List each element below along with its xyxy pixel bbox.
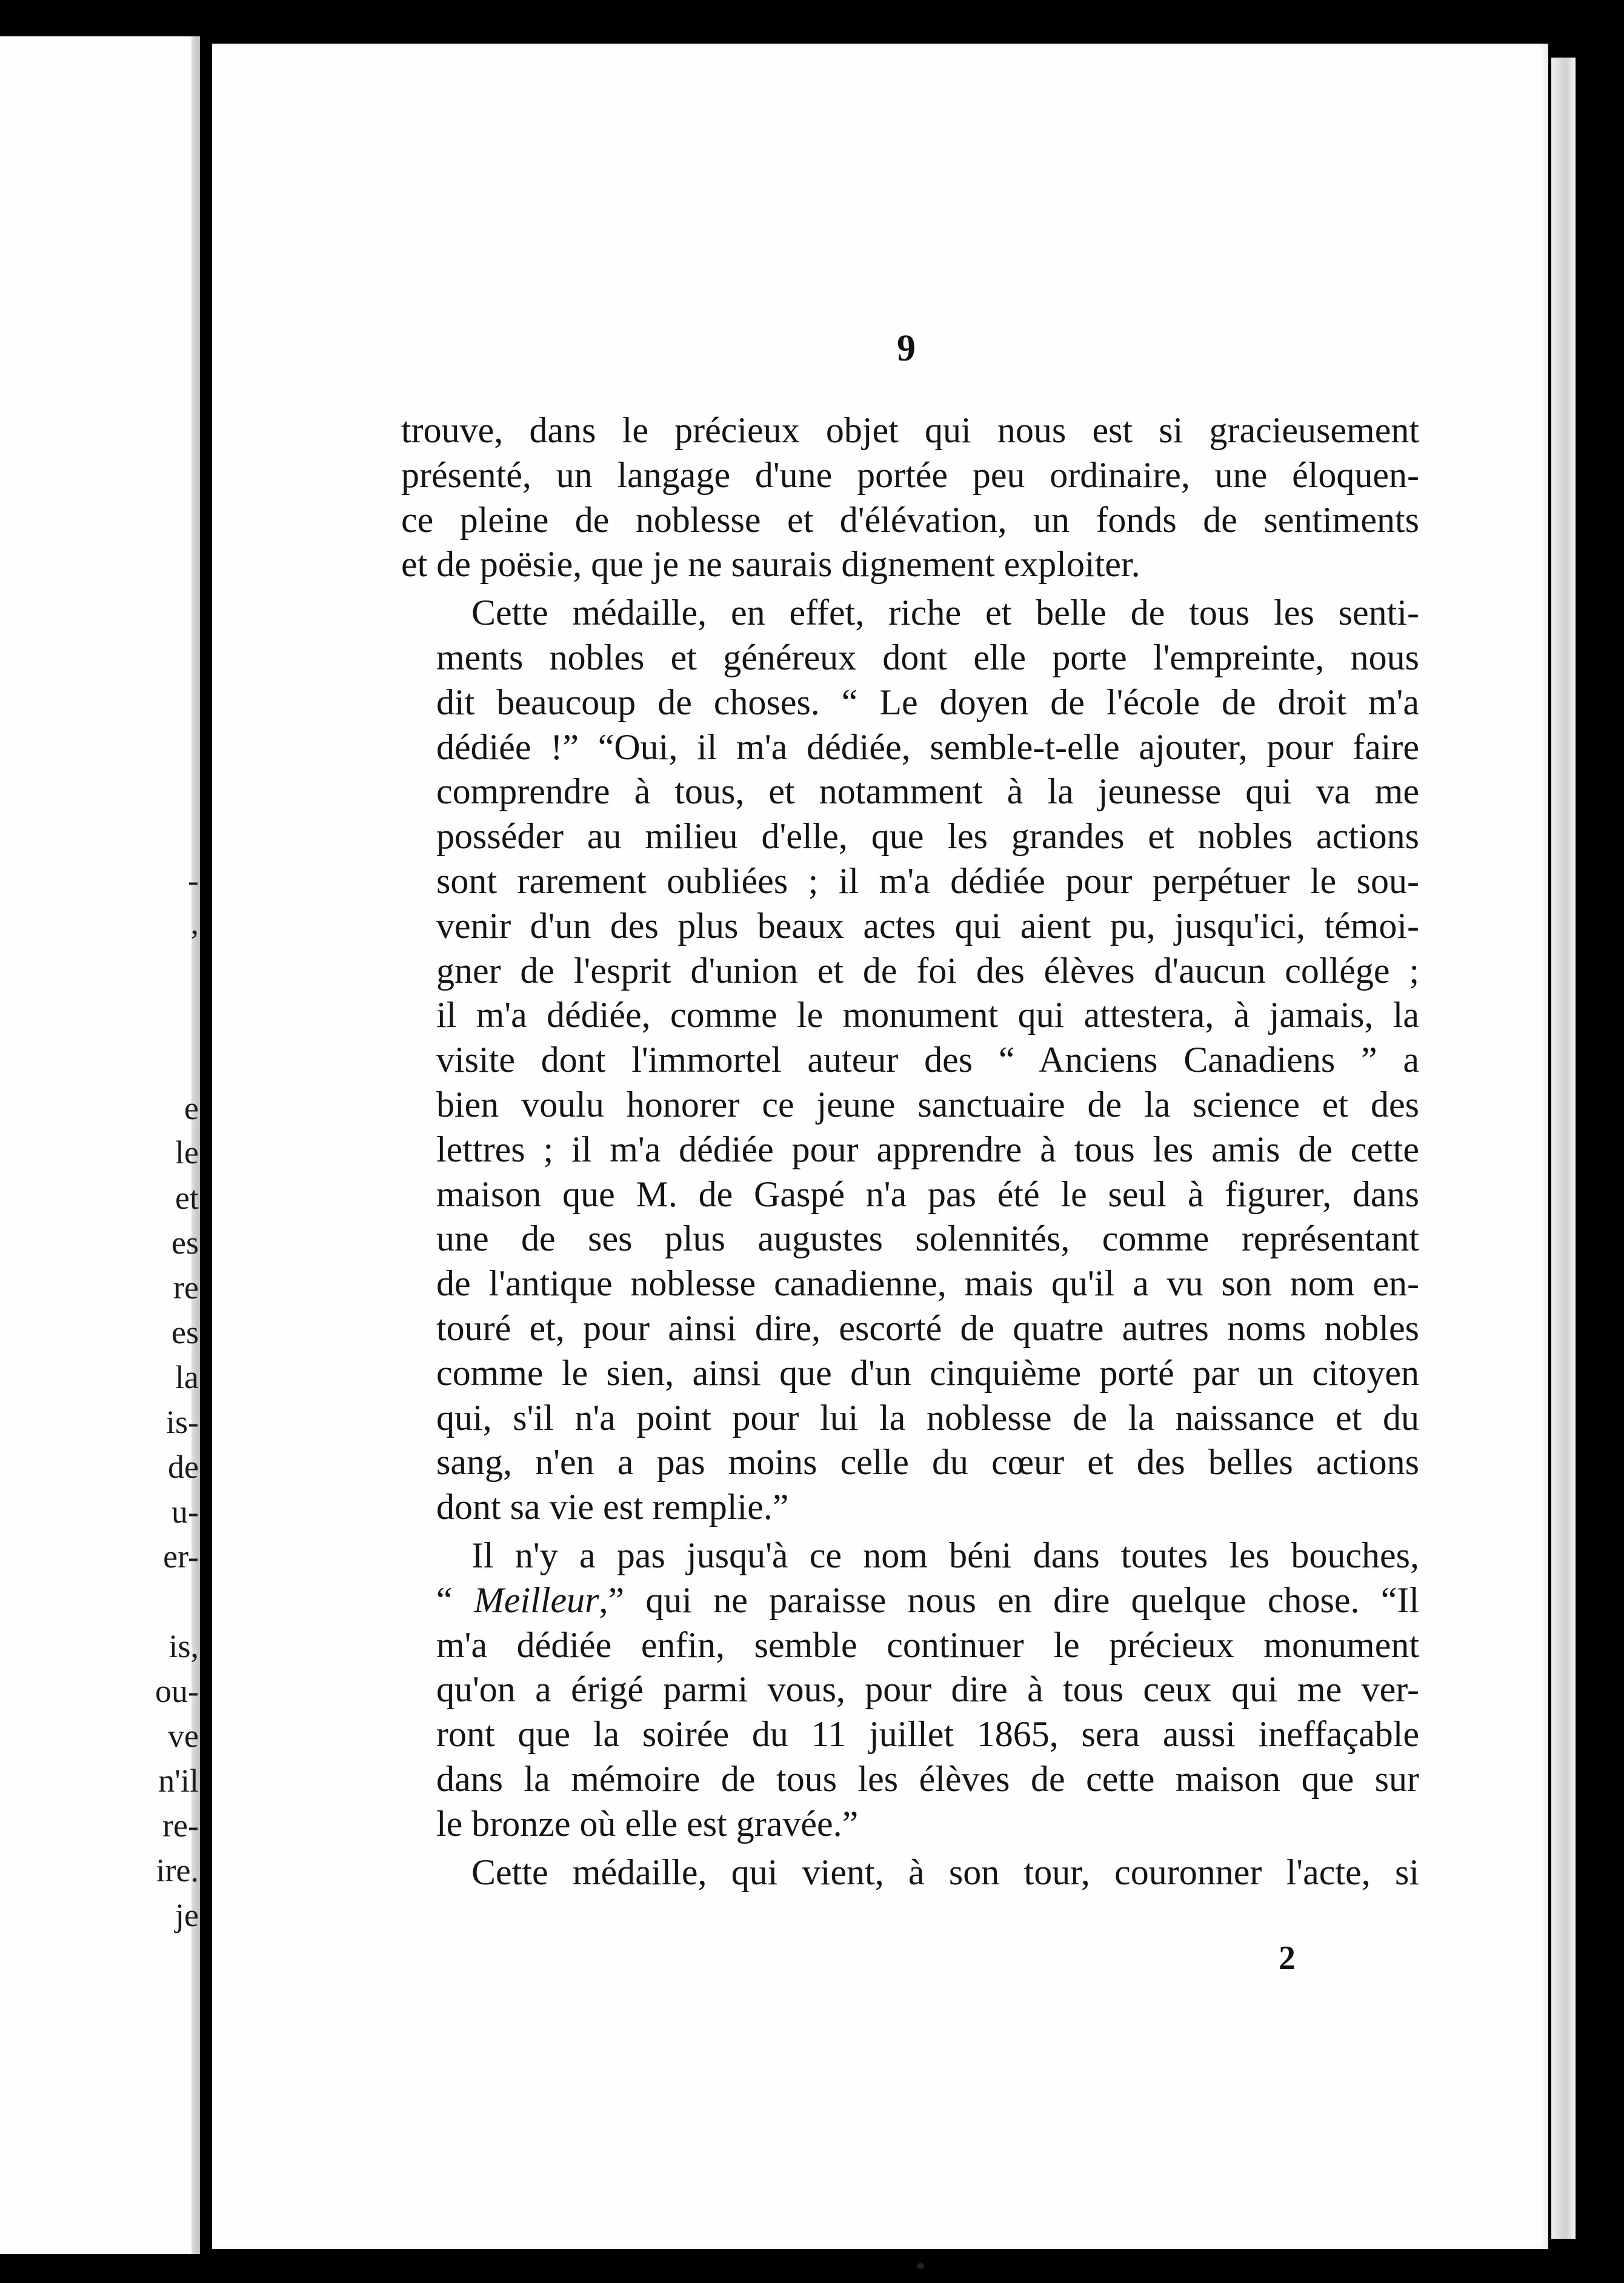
text-line: comprendre à tous, et notamment à la jeunesse qui va me: [436, 771, 1419, 812]
left-fragment: de: [168, 1449, 199, 1485]
text-line: dit beaucoup de choses. “ Le doyen de l'école de droit m'a: [436, 682, 1419, 722]
left-fragment: le: [175, 1134, 199, 1171]
left-fragment: re: [173, 1269, 199, 1306]
signature-mark: 2: [1279, 1939, 1296, 1977]
text-line: Il n'y a pas jusqu'à ce nom béni dans toutes les bouches,: [471, 1535, 1419, 1575]
text-line: sont rarement oubliées ; il m'a dédiée pour perpétuer le sou-: [436, 860, 1419, 901]
left-fragment: re-: [162, 1807, 199, 1844]
text-line: une de ses plus augustes solennités, comme représentant: [436, 1218, 1419, 1259]
text-line: et de poësie, que je ne saurais dignement exploiter.: [401, 544, 1140, 585]
text-line: qu'on a érigé parmi vous, pour dire à tous ceux qui me ver-: [436, 1669, 1419, 1710]
text-line: Cette médaille, en effet, riche et belle de tous les senti-: [471, 593, 1419, 633]
left-fragment: n'il: [158, 1763, 199, 1799]
paragraph: [401, 1850, 1419, 1895]
text-line: posséder au milieu d'elle, que les grandes et nobles actions: [436, 816, 1419, 857]
text-line: trouve, dans le précieux objet qui nous est si gracieusement: [401, 410, 1419, 450]
text-line: de l'antique noblesse canadienne, mais qu'il a vu son nom en-: [436, 1263, 1419, 1304]
text-line: touré et, pour ainsi dire, escorté de quatre autres noms nobles: [436, 1308, 1419, 1348]
left-fragment: u-: [171, 1494, 199, 1530]
text-line: ront que la soirée du 11 juillet 1865, sera aussi ineffaçable: [436, 1714, 1419, 1755]
text-line: présenté, un langage d'une portée peu ordinaire, une éloquen-: [401, 454, 1419, 495]
left-fragment: er-: [163, 1538, 199, 1575]
paragraph: [401, 591, 1419, 1530]
left-fragment: ve: [168, 1718, 199, 1754]
text-line: lettres ; il m'a dédiée pour apprendre à tous les amis de cette: [436, 1129, 1419, 1169]
left-fragment: is-: [166, 1404, 199, 1440]
left-facing-page: [0, 36, 200, 2254]
left-fragment: e: [184, 1090, 199, 1126]
text-line: m'a dédiée enfin, semble continuer le précieux monument: [436, 1624, 1419, 1665]
left-fragment: ire.: [156, 1852, 199, 1889]
text-line: le bronze où elle est gravée.”: [436, 1803, 859, 1844]
body-text: [401, 408, 1419, 1898]
left-fragment: es: [171, 1225, 199, 1261]
left-fragment: is,: [168, 1628, 199, 1664]
paragraph: [401, 1534, 1419, 1847]
left-fragment: je: [175, 1897, 199, 1933]
text-line: visite dont l'immortel auteur des “ Anciens Canadiens ” a: [436, 1040, 1419, 1080]
page-stack-edge: [1551, 58, 1576, 2239]
text-line: bien voulu honorer ce jeune sanctuaire de la science et des: [436, 1084, 1419, 1125]
paragraph: [401, 408, 1419, 587]
text-line: maison que M. de Gaspé n'a pas été le seul à figurer, dans: [436, 1174, 1419, 1214]
text-line: ce pleine de noblesse et d'élévation, un fonds de sentiments: [401, 499, 1419, 540]
text-line: ments nobles et généreux dont elle porte l'empreinte, nous: [436, 637, 1419, 677]
text-line: sang, n'en a pas moins celle du cœur et des belles actions: [436, 1442, 1419, 1483]
text-line: Cette médaille, qui vient, à son tour, couronner l'acte, si: [471, 1852, 1419, 1892]
text-line: dans la mémoire de tous les élèves de cette maison que sur: [436, 1758, 1419, 1799]
text-line: venir d'un des plus beaux actes qui aient pu, jusqu'ici, témoi-: [436, 905, 1419, 946]
left-fragment: ou-: [155, 1673, 199, 1709]
italic-name: Meilleur: [473, 1580, 599, 1620]
text-line: comme le sien, ainsi que d'un cinquième porté par un citoyen: [436, 1352, 1419, 1393]
left-fragment: -: [188, 862, 199, 899]
text-line: dédiée !” “Oui, il m'a dédiée, semble-t-elle ajouter, pour faire: [436, 726, 1419, 767]
left-fragment: es: [171, 1314, 199, 1351]
text-line: dont sa vie est remplie.”: [436, 1487, 789, 1527]
text-line: il m'a dédiée, comme le monument qui attestera, à jamais, la: [436, 995, 1419, 1035]
left-fragment: ,: [190, 905, 199, 941]
page-number: 9: [897, 328, 916, 369]
text-line: “ Meilleur,” qui ne paraisse nous en dire quelque chose. “Il: [436, 1580, 1419, 1620]
text-line: gner de l'esprit d'union et de foi des élèves d'aucun collége ;: [436, 950, 1419, 991]
ink-speck: [917, 2263, 924, 2269]
text-line: qui, s'il n'a point pour lui la noblesse de la naissance et du: [436, 1397, 1419, 1438]
left-fragment: et: [175, 1180, 199, 1216]
left-fragment: la: [175, 1359, 199, 1395]
